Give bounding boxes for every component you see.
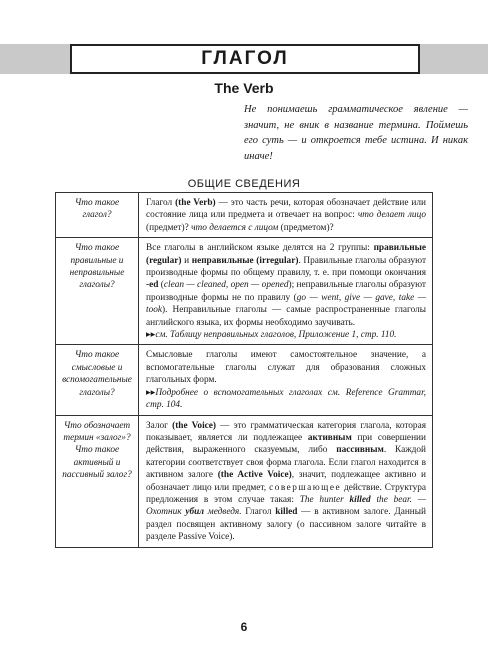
answer-cell [139, 238, 433, 345]
answer-emphasis: killed [349, 494, 371, 505]
answer-cell [139, 415, 433, 547]
answer-text: . Правильные глаголы образуют производные формы по общему правилу, т. е. при помощи окончания [146, 255, 427, 279]
answer-term: неправильные (irregular) [191, 255, 299, 266]
answer-text: при совершении действия, выраженного сказуемым, либо [146, 432, 426, 456]
answer-term: правильные (regular) [146, 243, 426, 266]
epigraph: Не понимаешь грамматическое явление — значит, не вник в название термина. Поймешь его суть — и откроется тебе истина. И никак иначе! [244, 104, 468, 162]
answer-text: ); неправильные глаголы образуют производные формы не по правилу ( [146, 280, 426, 303]
answer-term: активным [307, 432, 352, 443]
chapter-title: ГЛАГОЛ [201, 48, 289, 69]
answer-text: . Каждой категории соответствует своя форма глагола. Если глагол находится в активном залоге [146, 445, 426, 481]
answer-term: (the Verb) [175, 198, 216, 208]
answer-spaced: совершающее [269, 482, 342, 493]
chapter-subtitle: The Verb [214, 80, 274, 96]
section-title: ОБЩИЕ СВЕДЕНИЯ [187, 178, 301, 190]
table-row [56, 238, 433, 345]
info-table [55, 192, 433, 548]
answer-text: Глагол [146, 198, 173, 208]
answer-text: Глагол [241, 507, 276, 518]
top-margin [0, 0, 488, 28]
answer-emphasis: медведя. [204, 507, 242, 518]
answer-text: Все глаголы в английском языке делятся на 2 группы: [146, 243, 374, 254]
answer-text: ). Неправильные глаголы — самые распространенные глаголы английского языка, их формы необходимо заучивать. [146, 305, 426, 328]
answer-emphasis: что делается с лицом [191, 222, 279, 233]
question-cell: Что такое смысловые и вспомогательные глаголы? [56, 345, 139, 415]
answer-text: действие. Структура предложения в этом случае такая: [146, 482, 426, 505]
question-cell: Что такое глагол? [56, 193, 139, 238]
answer-emphasis: the bear. — Охотник [146, 494, 426, 518]
answer-text: , значит, подлежащее активно и обозначает лицо или предмет, [146, 470, 426, 493]
table-row [56, 415, 433, 547]
answer-emphasis: clean — cleaned, open — opened [163, 280, 289, 291]
answer-text: (предмет)? [146, 222, 192, 233]
reference-note: ▸▸ Подробнее о вспомогательных глаголах см. Reference Grammar, стр. 104. [146, 388, 426, 410]
answer-text: — это грамматическая категория глагола, которая показывает, является ли подлежащее [146, 420, 426, 443]
table-row [56, 345, 433, 415]
answer-emphasis: что делает лицо [357, 210, 426, 221]
answer-term: (the Active Voice) [217, 470, 292, 481]
chapter-title-box [70, 44, 420, 74]
answer-emphasis: go — went, give — gave, take — took [146, 292, 426, 316]
answer-term: (the Voice) [172, 420, 217, 431]
answer-term: пассивным [336, 445, 384, 456]
answer-text: и [181, 255, 192, 266]
answer-text: — это часть речи, которая обозначает действие или состояние лица или предмета и отвечает на вопрос: [146, 198, 426, 221]
answer-text: Залог [146, 420, 168, 431]
answer-text: ( [158, 280, 164, 291]
answer-text: Смысловые глаголы имеют самостоятельное значение, а вспомогательные глаголы служат для образования сложных глагольных форм. [146, 350, 426, 386]
question-cell: Что обозначает термин «залог»? Что такое активный и пассивный залог? [56, 415, 139, 547]
answer-text: (предметом)? [278, 222, 334, 233]
question-cell: Что такое правильные и неправильные глаголы? [56, 238, 139, 345]
page-number: 6 [240, 620, 248, 634]
answer-cell [139, 193, 433, 238]
answer-emphasis: The hunter [299, 494, 350, 505]
table-row [56, 193, 433, 238]
answer-cell [139, 345, 433, 415]
answer-term: killed [275, 507, 298, 518]
reference-note: ▸▸ см. Таблицу неправильных глаголов, Приложение 1, стр. 110. [146, 330, 397, 340]
answer-term: -ed [146, 280, 159, 291]
answer-text: — в активном залоге. Данный раздел посвящен активному залогу (о пассивном залоге читайте в разделе Passive Voice). [146, 507, 427, 543]
answer-emphasis: убил [185, 507, 205, 518]
